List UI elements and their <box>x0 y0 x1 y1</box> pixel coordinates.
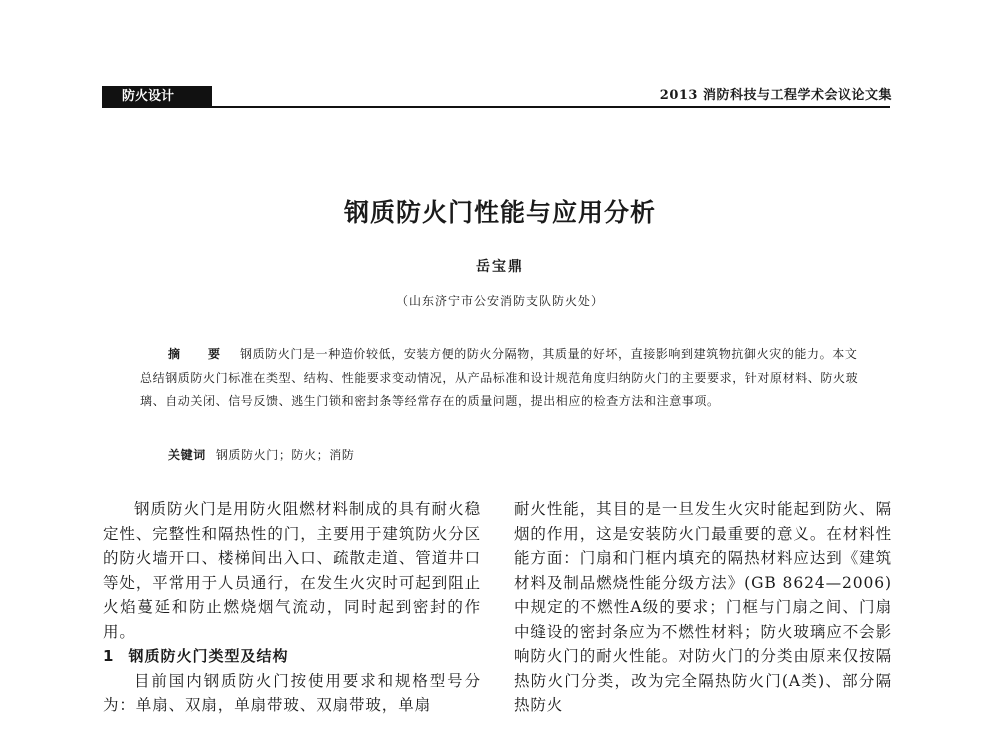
section-tag: 防火设计 <box>102 86 212 108</box>
abstract-label: 摘 要 <box>168 347 229 361</box>
body-column-left <box>103 497 481 718</box>
keywords <box>168 445 868 465</box>
section-number: 1 <box>103 647 115 665</box>
section-title: 钢质防火门类型及结构 <box>128 647 289 665</box>
body-column-right <box>514 497 892 718</box>
article-affiliation: （山东济宁市公安消防支队防火处） <box>395 294 604 308</box>
keywords-text: 钢质防火门；防火；消防 <box>215 448 355 462</box>
abstract-text: 钢质防火门是一种造价较低，安装方便的防火分隔物，其质量的好坏，直接影响到建筑物抗御火灾的能力。本文总结钢质防火门标准在类型、结构、性能要求变动情况，从产品标准和设计规范角度归纳防火门的主要要求，针对原材料、防火玻璃、自动关闭、信号反馈、逃生门锁和密封条等经常存在的质量问题，提出相应的检查方法和注意事项。 <box>140 347 859 408</box>
section-heading <box>103 644 481 669</box>
journal-title: 2013 消防科技与工程学术会议论文集 <box>659 88 892 103</box>
body-paragraph: 耐火性能，其目的是一旦发生火灾时能起到防火、隔烟的作用，这是安装防火门最重要的意义。在材料性能方面：门扇和门框内填充的隔热材料应达到《建筑材料及制品燃烧性能分级方法》(GB 8624—2006)中规定的不燃性A级的要求；门框与门扇之间、门扇中缝设的密封条应为不燃性材料；防火玻璃应不会影响防火门的耐火性能。对防火门的分类由原来仅按隔热防火门分类，改为完全隔热防火门(A类)、部分隔热防火 <box>514 500 892 714</box>
abstract <box>140 343 870 414</box>
body-paragraph: 钢质防火门是用防火阻燃材料制成的具有耐火稳定性、完整性和隔热性的门，主要用于建筑防火分区的防火墙开口、楼梯间出入口、疏散走道、管道井口等处，平常用于人员通行，在发生火灾时可起到阻止火焰蔓延和防止燃烧烟气流动，同时起到密封的作用。 <box>103 500 481 641</box>
body-paragraph: 目前国内钢质防火门按使用要求和规格型号分为：单扇、双扇，单扇带玻、双扇带玻，单扇 <box>103 671 481 714</box>
keywords-label: 关键词 <box>168 448 206 462</box>
article-title: 钢质防火门性能与应用分析 <box>343 198 656 227</box>
article-author: 岳宝鼎 <box>476 259 524 275</box>
header-rule <box>102 106 890 108</box>
